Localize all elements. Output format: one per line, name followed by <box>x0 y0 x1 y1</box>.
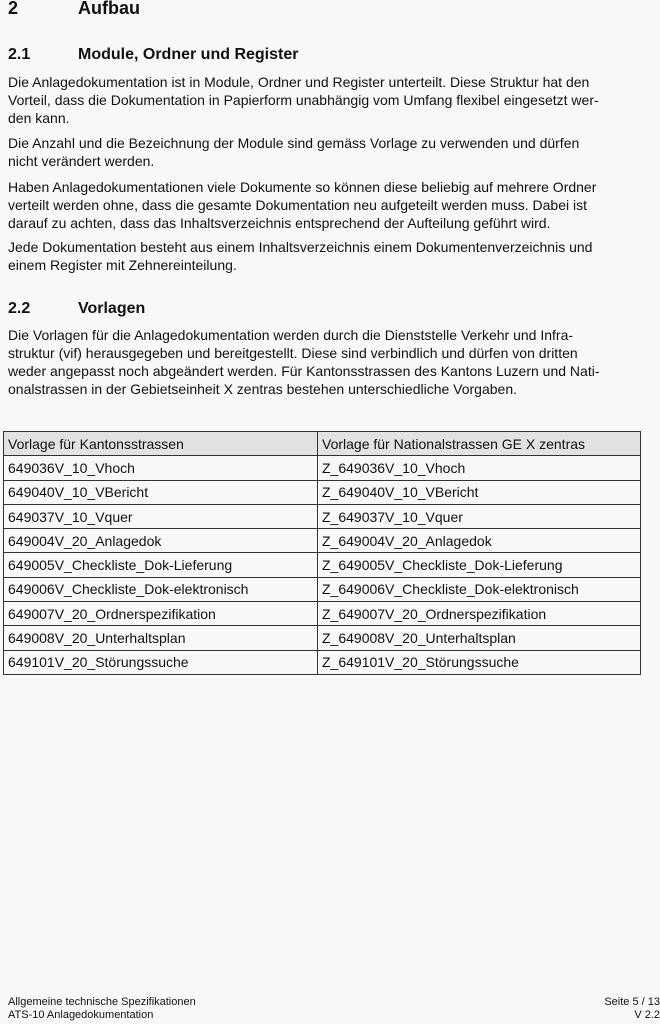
subsection-title: Module, Ordner und Register <box>78 46 299 63</box>
text-line: darauf zu achten, dass das Inhaltsverzeichnis entsprechend der Aufteilung geführt wird. <box>8 215 551 231</box>
table-cell: Z_649036V_10_Vhoch <box>318 456 641 480</box>
section-number: 2 <box>8 0 19 18</box>
table-cell: 649037V_10_Vquer <box>4 504 318 528</box>
table-row <box>4 480 641 504</box>
table-cell: 649006V_Checkliste_Dok-elektronisch <box>4 577 318 601</box>
table-row <box>4 577 641 601</box>
table-cell: 649007V_20_Ordnerspezifikation <box>4 602 318 626</box>
footer-document-info <box>8 996 196 1022</box>
section-title: Aufbau <box>78 0 140 18</box>
text-line: Haben Anlagedokumentationen viele Dokumente so können diese beliebig auf mehrere Ordner <box>8 179 597 195</box>
text-line: weder angepasst noch abgeändert werden. Für Kantonsstrassen des Kantons Luzern und Nati- <box>8 363 600 379</box>
text-line: Jede Dokumentation besteht aus einem Inhaltsverzeichnis einem Dokumentenverzeichnis und <box>8 239 593 255</box>
table-cell: 649004V_20_Anlagedok <box>4 529 318 553</box>
footer-doc-title: ATS-10 Anlagedokumentation <box>8 1009 154 1021</box>
table-cell: 649036V_10_Vhoch <box>4 456 318 480</box>
templates-table <box>3 431 641 675</box>
table-cell: 649008V_20_Unterhaltsplan <box>4 626 318 650</box>
text-line: Die Anlagedokumentation ist in Module, Ordner und Register unterteilt. Diese Struktur hat den <box>8 74 590 90</box>
subsection-title: Vorlagen <box>78 300 146 317</box>
text-line: Die Anzahl und die Bezeichnung der Module sind gemäss Vorlage zu verwenden und dürfen <box>8 135 580 151</box>
table-cell: Z_649004V_20_Anlagedok <box>318 529 641 553</box>
subsection-heading-2-2 <box>8 299 145 319</box>
table-row <box>4 456 641 480</box>
table-header-row <box>4 432 641 456</box>
table-row <box>4 553 641 577</box>
paragraph-templates <box>8 326 654 398</box>
section-heading <box>8 0 140 20</box>
table-row <box>4 650 641 674</box>
footer-spec-title: Allgemeine technische Spezifikationen <box>8 996 196 1008</box>
text-line: Die Vorlagen für die Anlagedokumentation werden durch die Dienststelle Verkehr und Infra- <box>8 327 574 343</box>
table-cell: Z_649008V_20_Unterhaltsplan <box>318 626 641 650</box>
text-line: verteilt werden ohne, dass die gesamte Dokumentation neu aufgeteilt werden muss. Dabei ist <box>8 197 587 213</box>
subsection-heading-2-1 <box>8 45 298 65</box>
table-cell: 649005V_Checkliste_Dok-Lieferung <box>4 553 318 577</box>
table-cell: Z_649006V_Checkliste_Dok-elektronisch <box>318 577 641 601</box>
table-cell: Z_649005V_Checkliste_Dok-Lieferung <box>318 553 641 577</box>
footer-page-number: Seite 5 / 13 <box>604 996 660 1008</box>
paragraph-folders <box>8 178 654 232</box>
table-cell: Z_649037V_10_Vquer <box>318 504 641 528</box>
column-header-kantonsstrassen: Vorlage für Kantonsstrassen <box>4 432 318 456</box>
footer-page-info <box>604 996 660 1022</box>
footer-version: V 2.2 <box>634 1009 660 1021</box>
paragraph-modules <box>8 134 654 170</box>
table-cell: Z_649040V_10_VBericht <box>318 480 641 504</box>
table-row <box>4 602 641 626</box>
subsection-number: 2.2 <box>8 300 31 317</box>
table-cell: Z_649007V_20_Ordnerspezifikation <box>318 602 641 626</box>
column-header-nationalstrassen: Vorlage für Nationalstrassen GE X zentras <box>318 432 641 456</box>
subsection-number: 2.1 <box>8 46 31 63</box>
text-line: struktur (vif) herausgegeben und bereitgestellt. Diese sind verbindlich und dürfen von dritten <box>8 345 578 361</box>
text-line: onalstrassen in der Gebietseinheit X zentras bestehen unterschiedliche Vorgaben. <box>8 381 517 397</box>
table-cell: Z_649101V_20_Störungssuche <box>318 650 641 674</box>
text-line: Vorteil, dass die Dokumentation in Papierform unabhängig vom Umfang flexibel eingesetzt wer- <box>8 92 599 108</box>
text-line: den kann. <box>8 110 70 126</box>
table-cell: 649040V_10_VBericht <box>4 480 318 504</box>
paragraph-structure <box>8 73 654 127</box>
table-row <box>4 504 641 528</box>
text-line: nicht verändert werden. <box>8 153 155 169</box>
paragraph-register <box>8 238 654 274</box>
table-row <box>4 626 641 650</box>
table-row <box>4 529 641 553</box>
text-line: einem Register mit Zehnereinteilung. <box>8 257 237 273</box>
table-cell: 649101V_20_Störungssuche <box>4 650 318 674</box>
